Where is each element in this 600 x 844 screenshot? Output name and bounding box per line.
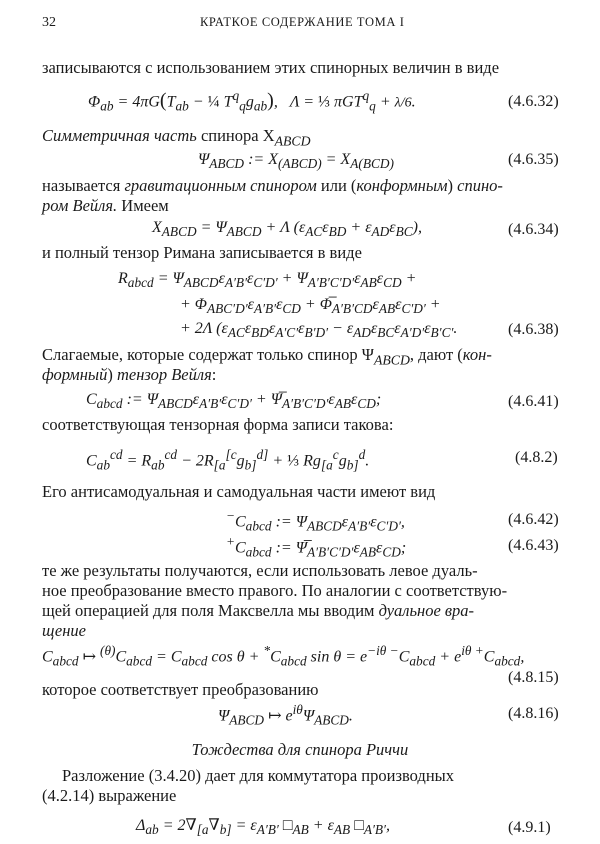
- equation-label: (4.8.16): [508, 705, 559, 722]
- section-title: Тождества для спинора Риччи: [191, 740, 409, 759]
- equation-4-6-42: $^-C_{abcd}$ := $\Psi_{ABCD}\varepsilon_{A'B'}\varepsilon_{C'D'}$,: [226, 508, 405, 534]
- text-line: и полный тензор Римана записывается в виде: [42, 243, 362, 262]
- text-line: которое соответствует преобразованию: [42, 680, 319, 699]
- text-line: Его антисамодуальная и самодуальная части имеют вид: [42, 482, 436, 501]
- equation-4-8-16: $\Psi_{ABCD}$ ↦ $e^{i\theta}\Psi_{ABCD}$.: [218, 702, 353, 728]
- equation-4-9-1: $\Delta_{ab} = 2\nabla_{[a}\nabla_{b]} = \varepsilon_{A'B'}$ $□_{AB} + \varepsilon_{AB}$ $□_{A'B'}$,: [136, 817, 390, 838]
- text-line: (4.2.14) выражение: [42, 786, 177, 805]
- equation-label: (4.8.15): [508, 669, 559, 686]
- equation-label: (4.6.32): [508, 93, 559, 110]
- running-title: КРАТКОЕ СОДЕРЖАНИЕ ТОМА I: [200, 15, 405, 29]
- text-line: Слагаемые, которые содержат только спинор $\Psi_{ABCD}$, дают (кон-: [42, 345, 492, 368]
- equation-4-8-15: $C_{abcd}$ ↦ $^{(\theta)}C_{abcd} = C_{abcd}$ $\cos \theta + ^*C_{abcd}$ $\sin \theta = e^{-i\theta -}C_{abcd} + e^{i\theta +}C_{abcd}$,: [42, 643, 525, 669]
- equation-label: (4.6.38): [508, 321, 559, 338]
- text-line: щей операцией для поля Максвелла мы вводим дуальное вра-: [42, 601, 475, 620]
- text-line: Симметричная часть спинора $X_{ABCD}$: [42, 126, 311, 149]
- text-line: записываются с использованием этих спинорных величин в виде: [42, 58, 500, 77]
- equation-label: (4.6.42): [508, 511, 559, 528]
- equation-label: (4.8.2): [515, 449, 558, 466]
- equation-label: (4.6.34): [508, 221, 559, 238]
- text-line: ром Вейля. Имеем: [42, 196, 169, 215]
- equation-4-6-32: $\Phi_{ab} = 4\pi G(T_{ab}$ − ¼ $T^q_qg_{ab}$), Λ = ⅓ πGT$^q_q$ + λ/6.: [88, 88, 416, 114]
- equation-label: (4.9.1): [508, 819, 551, 836]
- equation-4-6-43: $^+C_{abcd}$ := $\Psi̅_{A'B'C'D'}\varepsilon_{AB}\varepsilon_{CD}$;: [226, 534, 407, 560]
- equation-4-6-38-line1: $R_{abcd} = \Psi_{ABCD}\varepsilon_{A'B'}\varepsilon_{C'D'} + \Psi_{A'B'C'D'}\varepsilon_{AB}\varepsilon_{CD}$ +: [118, 270, 417, 291]
- text-line: Разложение (3.4.20) дает для коммутатора производных: [62, 766, 454, 785]
- page-number: 32: [42, 15, 56, 30]
- equation-4-8-2: $C_{ab}^{cd} = R_{ab}^{cd} - 2R_{[a}^{[c}g_{b]}^{d]}$ + ⅓ $Rg_{[a}^cg_{b]}^d$.: [86, 447, 370, 473]
- text-line: те же результаты получаются, если использовать левое дуаль-: [42, 561, 478, 580]
- equation-4-6-38-line2: + $\Phi_{ABC'D'}\varepsilon_{A'B'}\varepsilon_{CD}$ + $\Phi̅_{A'B'CD}\varepsilon_{AB}\varepsilon_{C'D'}$ +: [180, 296, 441, 317]
- equation-4-6-35: $\Psi_{ABCD}$ := $X_{(ABCD)} = X_{A(BCD)}$: [198, 151, 394, 172]
- equation-4-6-34: $X_{ABCD} = \Psi_{ABCD} + \Lambda$ $(\varepsilon_{AC}\varepsilon_{BD} + \varepsilon_{AD}\varepsilon_{BC})$,: [152, 219, 422, 240]
- text-line: называется гравитационным спинором или (конформным) спино-: [42, 176, 503, 195]
- text-line: соответствующая тензорная форма записи такова:: [42, 415, 394, 434]
- equation-label: (4.6.35): [508, 151, 559, 168]
- text-line: формный) тензор Вейля:: [42, 365, 217, 384]
- text-line: ное преобразование вместо правого. По аналогии с соответствую-: [42, 581, 508, 600]
- equation-label: (4.6.43): [508, 537, 559, 554]
- equation-label: (4.6.41): [508, 393, 559, 410]
- text-line: щение: [42, 621, 86, 640]
- equation-4-6-41: $C_{abcd}$ := $\Psi_{ABCD}\varepsilon_{A'B'}\varepsilon_{C'D'}$ + $\Psi̅_{A'B'C'D'}\varepsilon_{AB}\varepsilon_{CD}$;: [86, 391, 382, 412]
- equation-4-6-38-line3: + 2Λ ($\varepsilon_{AC}\varepsilon_{BD}\varepsilon_{A'C'}\varepsilon_{B'D'} - \varepsilon_{AD}\varepsilon_{BC}\varepsilon_{A'D'}\varepsilon_{B'C'}$.: [180, 320, 458, 341]
